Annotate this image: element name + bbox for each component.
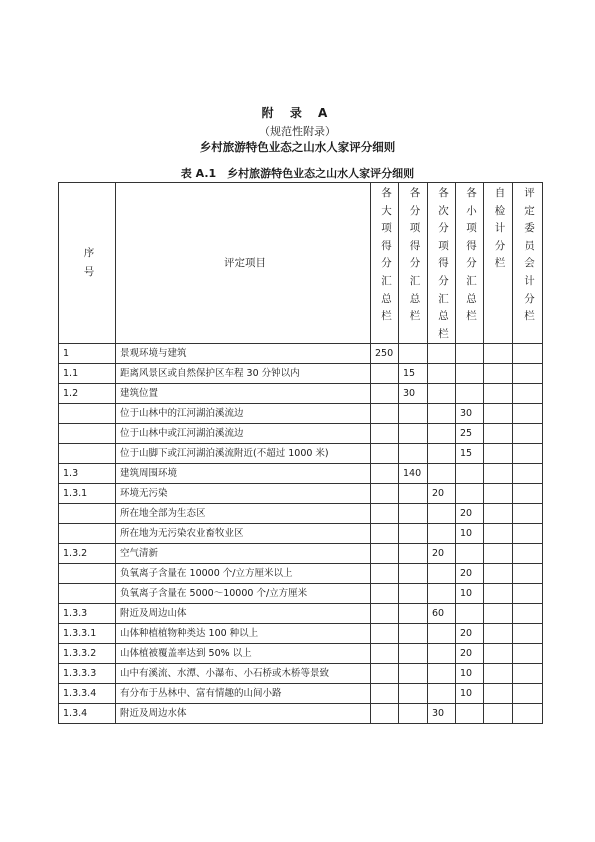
- row-self-check: [484, 664, 513, 684]
- row-sub-total: [399, 604, 428, 624]
- header-item: 评定项目: [116, 183, 371, 344]
- row-item: 建筑位置: [116, 384, 371, 404]
- row-major-total: [371, 544, 399, 564]
- row-sub-total: [399, 624, 428, 644]
- row-committee: [513, 464, 543, 484]
- row-minor-total: [456, 364, 484, 384]
- table-row: [59, 564, 543, 584]
- row-sub-total: [399, 504, 428, 524]
- row-secondary-total: 20: [428, 484, 456, 504]
- row-self-check: [484, 464, 513, 484]
- table-row: [59, 524, 543, 544]
- row-major-total: [371, 364, 399, 384]
- table-row: [59, 704, 543, 724]
- row-item: 位于山脚下或江河湖泊溪流附近(不超过 1000 米): [116, 444, 371, 464]
- header-self-check: 自检计分栏: [484, 183, 513, 344]
- row-self-check: [484, 604, 513, 624]
- row-sub-total: [399, 524, 428, 544]
- row-sub-total: 15: [399, 364, 428, 384]
- row-minor-total: [456, 704, 484, 724]
- row-committee: [513, 544, 543, 564]
- row-major-total: [371, 704, 399, 724]
- row-self-check: [484, 384, 513, 404]
- table-row: [59, 444, 543, 464]
- row-secondary-total: [428, 344, 456, 364]
- table-row: [59, 624, 543, 644]
- row-secondary-total: [428, 364, 456, 384]
- row-committee: [513, 524, 543, 544]
- row-minor-total: 20: [456, 624, 484, 644]
- row-secondary-total: [428, 584, 456, 604]
- row-seq: [59, 524, 116, 544]
- row-seq: 1.3.3: [59, 604, 116, 624]
- row-seq: 1.3.3.4: [59, 684, 116, 704]
- row-minor-total: 15: [456, 444, 484, 464]
- row-major-total: [371, 484, 399, 504]
- row-sub-total: 30: [399, 384, 428, 404]
- row-major-total: [371, 604, 399, 624]
- header-committee: 评定委员会计分栏: [513, 183, 543, 344]
- row-major-total: [371, 384, 399, 404]
- row-item: 有分布于丛林中、富有情趣的山间小路: [116, 684, 371, 704]
- appendix-note: （规范性附录）: [259, 125, 336, 138]
- row-committee: [513, 384, 543, 404]
- row-major-total: [371, 464, 399, 484]
- row-sub-total: [399, 424, 428, 444]
- row-item: 景观环境与建筑: [116, 344, 371, 364]
- row-self-check: [484, 584, 513, 604]
- row-item: 所在地全部为生态区: [116, 504, 371, 524]
- row-seq: [59, 584, 116, 604]
- row-minor-total: [456, 544, 484, 564]
- row-self-check: [484, 484, 513, 504]
- row-committee: [513, 664, 543, 684]
- row-seq: [59, 444, 116, 464]
- header-row: [59, 183, 543, 344]
- row-self-check: [484, 344, 513, 364]
- row-item: 山中有溪流、水潭、小瀑布、小石桥或木桥等景致: [116, 664, 371, 684]
- row-major-total: 250: [371, 344, 399, 364]
- row-minor-total: [456, 484, 484, 504]
- row-minor-total: [456, 464, 484, 484]
- row-committee: [513, 424, 543, 444]
- table-row: [59, 384, 543, 404]
- appendix-title: 乡村旅游特色业态之山水人家评分细则: [199, 140, 396, 154]
- table-row: [59, 504, 543, 524]
- row-sub-total: [399, 544, 428, 564]
- row-sub-total: 140: [399, 464, 428, 484]
- header-sub-total: 各分项得分汇总栏: [399, 183, 428, 344]
- row-major-total: [371, 664, 399, 684]
- row-sub-total: [399, 344, 428, 364]
- row-committee: [513, 684, 543, 704]
- row-secondary-total: [428, 564, 456, 584]
- row-item: 环境无污染: [116, 484, 371, 504]
- row-secondary-total: [428, 384, 456, 404]
- row-minor-total: 10: [456, 664, 484, 684]
- row-committee: [513, 404, 543, 424]
- row-item: 位于山林中或江河湖泊溪流边: [116, 424, 371, 444]
- row-self-check: [484, 524, 513, 544]
- row-major-total: [371, 584, 399, 604]
- row-minor-total: 20: [456, 504, 484, 524]
- row-seq: [59, 564, 116, 584]
- row-item: 负氧离子含量在 5000～10000 个/立方厘米: [116, 584, 371, 604]
- row-sub-total: [399, 664, 428, 684]
- table-row: [59, 584, 543, 604]
- row-major-total: [371, 524, 399, 544]
- row-sub-total: [399, 484, 428, 504]
- scoring-table: [58, 182, 543, 724]
- row-minor-total: [456, 604, 484, 624]
- row-committee: [513, 704, 543, 724]
- row-self-check: [484, 504, 513, 524]
- row-self-check: [484, 364, 513, 384]
- row-minor-total: 20: [456, 644, 484, 664]
- row-secondary-total: [428, 444, 456, 464]
- row-secondary-total: [428, 464, 456, 484]
- row-seq: 1.1: [59, 364, 116, 384]
- row-item: 附近及周边水体: [116, 704, 371, 724]
- row-self-check: [484, 404, 513, 424]
- table-row: [59, 424, 543, 444]
- row-secondary-total: [428, 504, 456, 524]
- row-committee: [513, 644, 543, 664]
- row-seq: [59, 404, 116, 424]
- table-row: [59, 664, 543, 684]
- row-sub-total: [399, 684, 428, 704]
- row-minor-total: 25: [456, 424, 484, 444]
- row-committee: [513, 484, 543, 504]
- row-committee: [513, 584, 543, 604]
- table-row: [59, 484, 543, 504]
- row-sub-total: [399, 404, 428, 424]
- row-self-check: [484, 624, 513, 644]
- row-sub-total: [399, 444, 428, 464]
- row-self-check: [484, 544, 513, 564]
- row-self-check: [484, 424, 513, 444]
- row-seq: 1: [59, 344, 116, 364]
- row-major-total: [371, 644, 399, 664]
- table-row: [59, 544, 543, 564]
- row-item: 山体植被覆盖率达到 50% 以上: [116, 644, 371, 664]
- row-sub-total: [399, 704, 428, 724]
- table-row: [59, 604, 543, 624]
- row-self-check: [484, 684, 513, 704]
- row-committee: [513, 504, 543, 524]
- row-seq: 1.2: [59, 384, 116, 404]
- table-row: [59, 684, 543, 704]
- row-major-total: [371, 564, 399, 584]
- table-row: [59, 364, 543, 384]
- header-secondary-total: 各次分项得分汇总栏: [428, 183, 456, 344]
- row-seq: 1.3.3.1: [59, 624, 116, 644]
- table-row: [59, 404, 543, 424]
- row-secondary-total: 30: [428, 704, 456, 724]
- header-major-total: 各大项得分汇总栏: [371, 183, 399, 344]
- row-seq: [59, 424, 116, 444]
- row-seq: 1.3.3.3: [59, 664, 116, 684]
- table-row: [59, 344, 543, 364]
- row-secondary-total: [428, 684, 456, 704]
- row-minor-total: [456, 344, 484, 364]
- row-committee: [513, 564, 543, 584]
- table-row: [59, 644, 543, 664]
- row-minor-total: 10: [456, 684, 484, 704]
- row-seq: [59, 504, 116, 524]
- row-major-total: [371, 624, 399, 644]
- row-major-total: [371, 404, 399, 424]
- row-item: 建筑周围环境: [116, 464, 371, 484]
- row-secondary-total: [428, 644, 456, 664]
- row-secondary-total: [428, 664, 456, 684]
- row-self-check: [484, 644, 513, 664]
- row-item: 距离风景区或自然保护区车程 30 分钟以内: [116, 364, 371, 384]
- row-committee: [513, 444, 543, 464]
- row-secondary-total: [428, 404, 456, 424]
- row-committee: [513, 364, 543, 384]
- table-row: [59, 464, 543, 484]
- row-major-total: [371, 444, 399, 464]
- row-item: 所在地为无污染农业畜牧业区: [116, 524, 371, 544]
- row-committee: [513, 624, 543, 644]
- appendix-label: 附 录 A: [261, 106, 334, 120]
- row-sub-total: [399, 584, 428, 604]
- row-major-total: [371, 684, 399, 704]
- row-item: 位于山林中的江河湖泊溪流边: [116, 404, 371, 424]
- row-minor-total: 10: [456, 584, 484, 604]
- row-item: 附近及周边山体: [116, 604, 371, 624]
- row-minor-total: [456, 384, 484, 404]
- row-self-check: [484, 564, 513, 584]
- row-seq: 1.3.3.2: [59, 644, 116, 664]
- row-committee: [513, 604, 543, 624]
- row-secondary-total: [428, 624, 456, 644]
- header-seq: 序号: [59, 183, 116, 344]
- row-seq: 1.3: [59, 464, 116, 484]
- row-item: 空气清新: [116, 544, 371, 564]
- row-secondary-total: [428, 424, 456, 444]
- table-caption: 表 A.1 乡村旅游特色业态之山水人家评分细则: [180, 167, 415, 180]
- row-seq: 1.3.1: [59, 484, 116, 504]
- header-minor-total: 各小项得分汇总栏: [456, 183, 484, 344]
- row-minor-total: 10: [456, 524, 484, 544]
- row-self-check: [484, 704, 513, 724]
- row-major-total: [371, 424, 399, 444]
- row-secondary-total: 20: [428, 544, 456, 564]
- row-seq: 1.3.2: [59, 544, 116, 564]
- row-sub-total: [399, 644, 428, 664]
- row-minor-total: 20: [456, 564, 484, 584]
- row-secondary-total: 60: [428, 604, 456, 624]
- row-secondary-total: [428, 524, 456, 544]
- row-minor-total: 30: [456, 404, 484, 424]
- row-major-total: [371, 504, 399, 524]
- row-seq: 1.3.4: [59, 704, 116, 724]
- row-sub-total: [399, 564, 428, 584]
- row-self-check: [484, 444, 513, 464]
- row-item: 山体种植植物种类达 100 种以上: [116, 624, 371, 644]
- row-committee: [513, 344, 543, 364]
- row-item: 负氧离子含量在 10000 个/立方厘米以上: [116, 564, 371, 584]
